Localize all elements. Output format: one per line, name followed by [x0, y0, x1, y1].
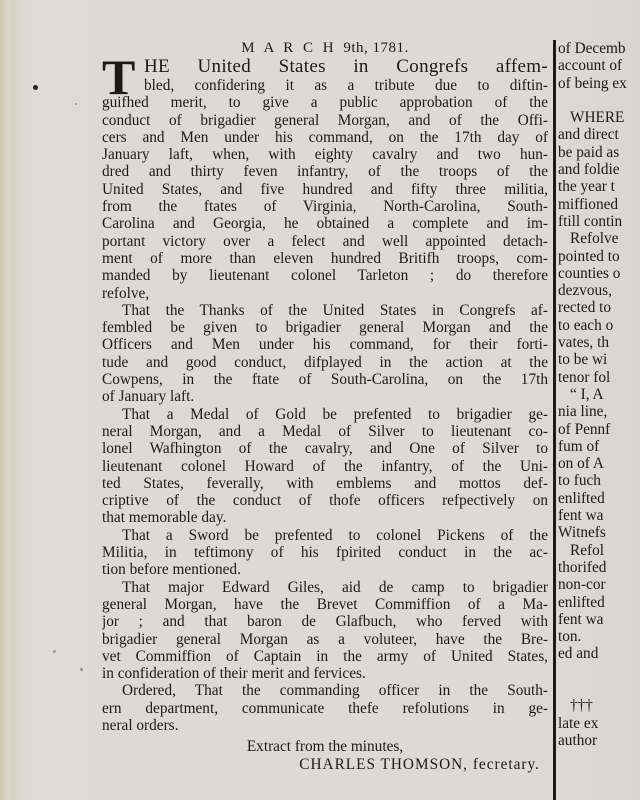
ink-speck [53, 650, 56, 653]
article-line: from the ftates of Virginia, North-Carolina, South- [102, 198, 548, 216]
drop-cap: T [102, 49, 136, 105]
article-line: criptive of the conduct of thofe officers refpectively on [102, 492, 548, 510]
article-line: fembled be given to brigadier general Morgan and the [102, 319, 548, 337]
right-column-line: WHERE [570, 109, 625, 127]
right-column-line: rected to [558, 299, 612, 317]
article-line: neral orders. [102, 716, 179, 734]
article-line: tion before mentioned. [102, 561, 241, 579]
right-column-line: non-cor [558, 576, 606, 594]
right-column-line: Refol [570, 541, 604, 559]
right-column-line: dezvous, [558, 282, 612, 300]
right-column-line: thorifed [558, 558, 607, 576]
article-line: lonel Wafhington of the cavalry, and One of Silver to [102, 440, 548, 458]
right-column-line [558, 663, 640, 680]
article-line: portant victory over a felect and well appointed detach- [102, 232, 548, 250]
article-line: refolve, [102, 284, 150, 302]
article-line: in confideration of their merit and fervices. [102, 665, 366, 683]
dateline-date: 9th, 1781. [343, 40, 409, 56]
article-line: neral Morgan, and a Medal of Silver to lieutenant co- [102, 422, 548, 440]
opening-paragraph [102, 49, 548, 302]
article-line: Ordered, That the commanding officer in the South- [122, 682, 548, 700]
right-column-line: fum of [558, 437, 600, 455]
right-column-line: Witnefs [558, 524, 606, 542]
right-column-line: on of A [558, 455, 604, 473]
column-rule [553, 40, 556, 800]
right-column-line: miffioned [558, 195, 619, 213]
right-column-line: of being ex [558, 74, 627, 92]
right-column-line: counties o [558, 264, 621, 282]
article-line: manded by lieutenant colonel Tarleton ; do therefore [102, 267, 548, 285]
article-line: That the Thanks of the United States in Congrefs af- [122, 301, 548, 319]
ink-speck [33, 85, 38, 90]
right-column-line: enlifted [558, 593, 605, 611]
article-line: January laft, when, with eighty cavalry and two hun- [102, 146, 548, 164]
right-column-line: and foldie [558, 161, 620, 179]
article-line: tude and good conduct, difplayed in the action at the [102, 353, 548, 371]
article-paragraph [102, 527, 548, 579]
right-column-line [558, 680, 640, 697]
right-column-line: account of [558, 57, 623, 75]
dateline-month: M A R C H [241, 40, 337, 56]
article-paragraph [102, 77, 548, 302]
right-column-fragment [558, 40, 640, 749]
right-column-line: the year t [558, 178, 615, 196]
article-line: Carolina and Georgia, he obtained a complete and im- [102, 215, 548, 233]
article-paragraph [102, 579, 548, 683]
article-line: dred and thirty feven infantry, of the troops of the [102, 163, 548, 181]
right-column-line: fent wa [558, 507, 604, 525]
article-line: jor ; and that baron de Glafbuch, who ferved with [102, 613, 548, 631]
article-line: vet Commiffion of Captain in the army of United States, [102, 647, 548, 665]
article-line: That a Medal of Gold be prefented to brigadier ge- [122, 405, 548, 423]
article-line: that memorable day. [102, 509, 227, 527]
signature-extract: Extract from the minutes, [246, 738, 404, 756]
page-fold-shadow [0, 0, 24, 800]
article-line: Cowpens, in the ftate of South-Carolina, on the 17th [102, 371, 548, 389]
article-line: cers and Men under his command, on the 17th day of [102, 128, 548, 146]
article-line: ment of more than eleven hundred Britifh troops, com- [102, 249, 548, 267]
right-column-line: vates, th [558, 334, 609, 352]
right-column-line: nia line, [558, 403, 608, 421]
right-column-line: be paid as [558, 143, 620, 161]
right-column-line: ††† [570, 697, 593, 715]
right-column-line: to be wi [558, 351, 608, 369]
right-column-line: ton. [558, 628, 582, 646]
right-column-line: ftill contin [558, 212, 623, 230]
right-column-line: author [558, 731, 598, 749]
article-line: United States, and five hundred and fifty three militia, [102, 180, 548, 198]
article-line: bled, confidering it as a tribute due to diftin- [144, 77, 548, 94]
article-line: general Morgan, have the Brevet Commiffion of a Ma- [102, 595, 548, 613]
article-line: of January laft. [102, 388, 195, 406]
article-line: guifhed merit, to give a public approbation of the [102, 94, 548, 112]
dateline [102, 40, 548, 57]
article-line: Militia, in teftimony of his fpirited conduct in the ac- [102, 544, 548, 562]
right-column-line: of Pennf [558, 420, 611, 438]
article-line: Officers and Men under his command, for their forti- [102, 336, 548, 354]
right-column-line: Refolve [570, 230, 619, 248]
right-column-line: pointed to [558, 247, 620, 265]
ink-speck [75, 103, 77, 105]
right-column-line [558, 92, 640, 109]
article-line: ern department, communicate thefe refolutions in ge- [102, 699, 548, 717]
right-column-line: and direct [558, 126, 619, 144]
right-column-line: tenor fol [558, 368, 611, 386]
right-column-line: enlifted [558, 489, 605, 507]
article-line: conduct of brigadier general Morgan, and of the Offi- [102, 111, 548, 129]
right-column-line: “ I, A [570, 385, 604, 403]
right-column-line: of Decemb [558, 40, 626, 57]
article-paragraph [102, 682, 548, 734]
right-column-line: fent wa [558, 610, 604, 628]
article-paragraph [102, 406, 548, 527]
article-line: lieutenant colonel Howard of the infantry, of the Uni- [102, 457, 548, 475]
article-line: ted States, feverally, with emblems and mottos def- [102, 474, 548, 492]
article-line: That major Edward Giles, aid de camp to brigadier [122, 578, 548, 596]
right-column-line: late ex [558, 714, 599, 732]
article-line: That a Sword be prefented to colonel Pickens of the [122, 526, 548, 544]
article-line: brigadier general Morgan as a voluteer, have the Bre- [102, 630, 548, 648]
right-column-line: ed and [558, 645, 599, 663]
signature-name: CHARLES THOMSON, fecretary. [299, 756, 540, 774]
ink-speck [80, 668, 83, 671]
article-paragraph [102, 302, 548, 406]
opening-line: HE United States in Congrefs affem- [144, 57, 548, 77]
main-column [102, 40, 548, 774]
right-column-line: to each o [558, 316, 614, 334]
right-column-line: to fuch [558, 472, 601, 490]
